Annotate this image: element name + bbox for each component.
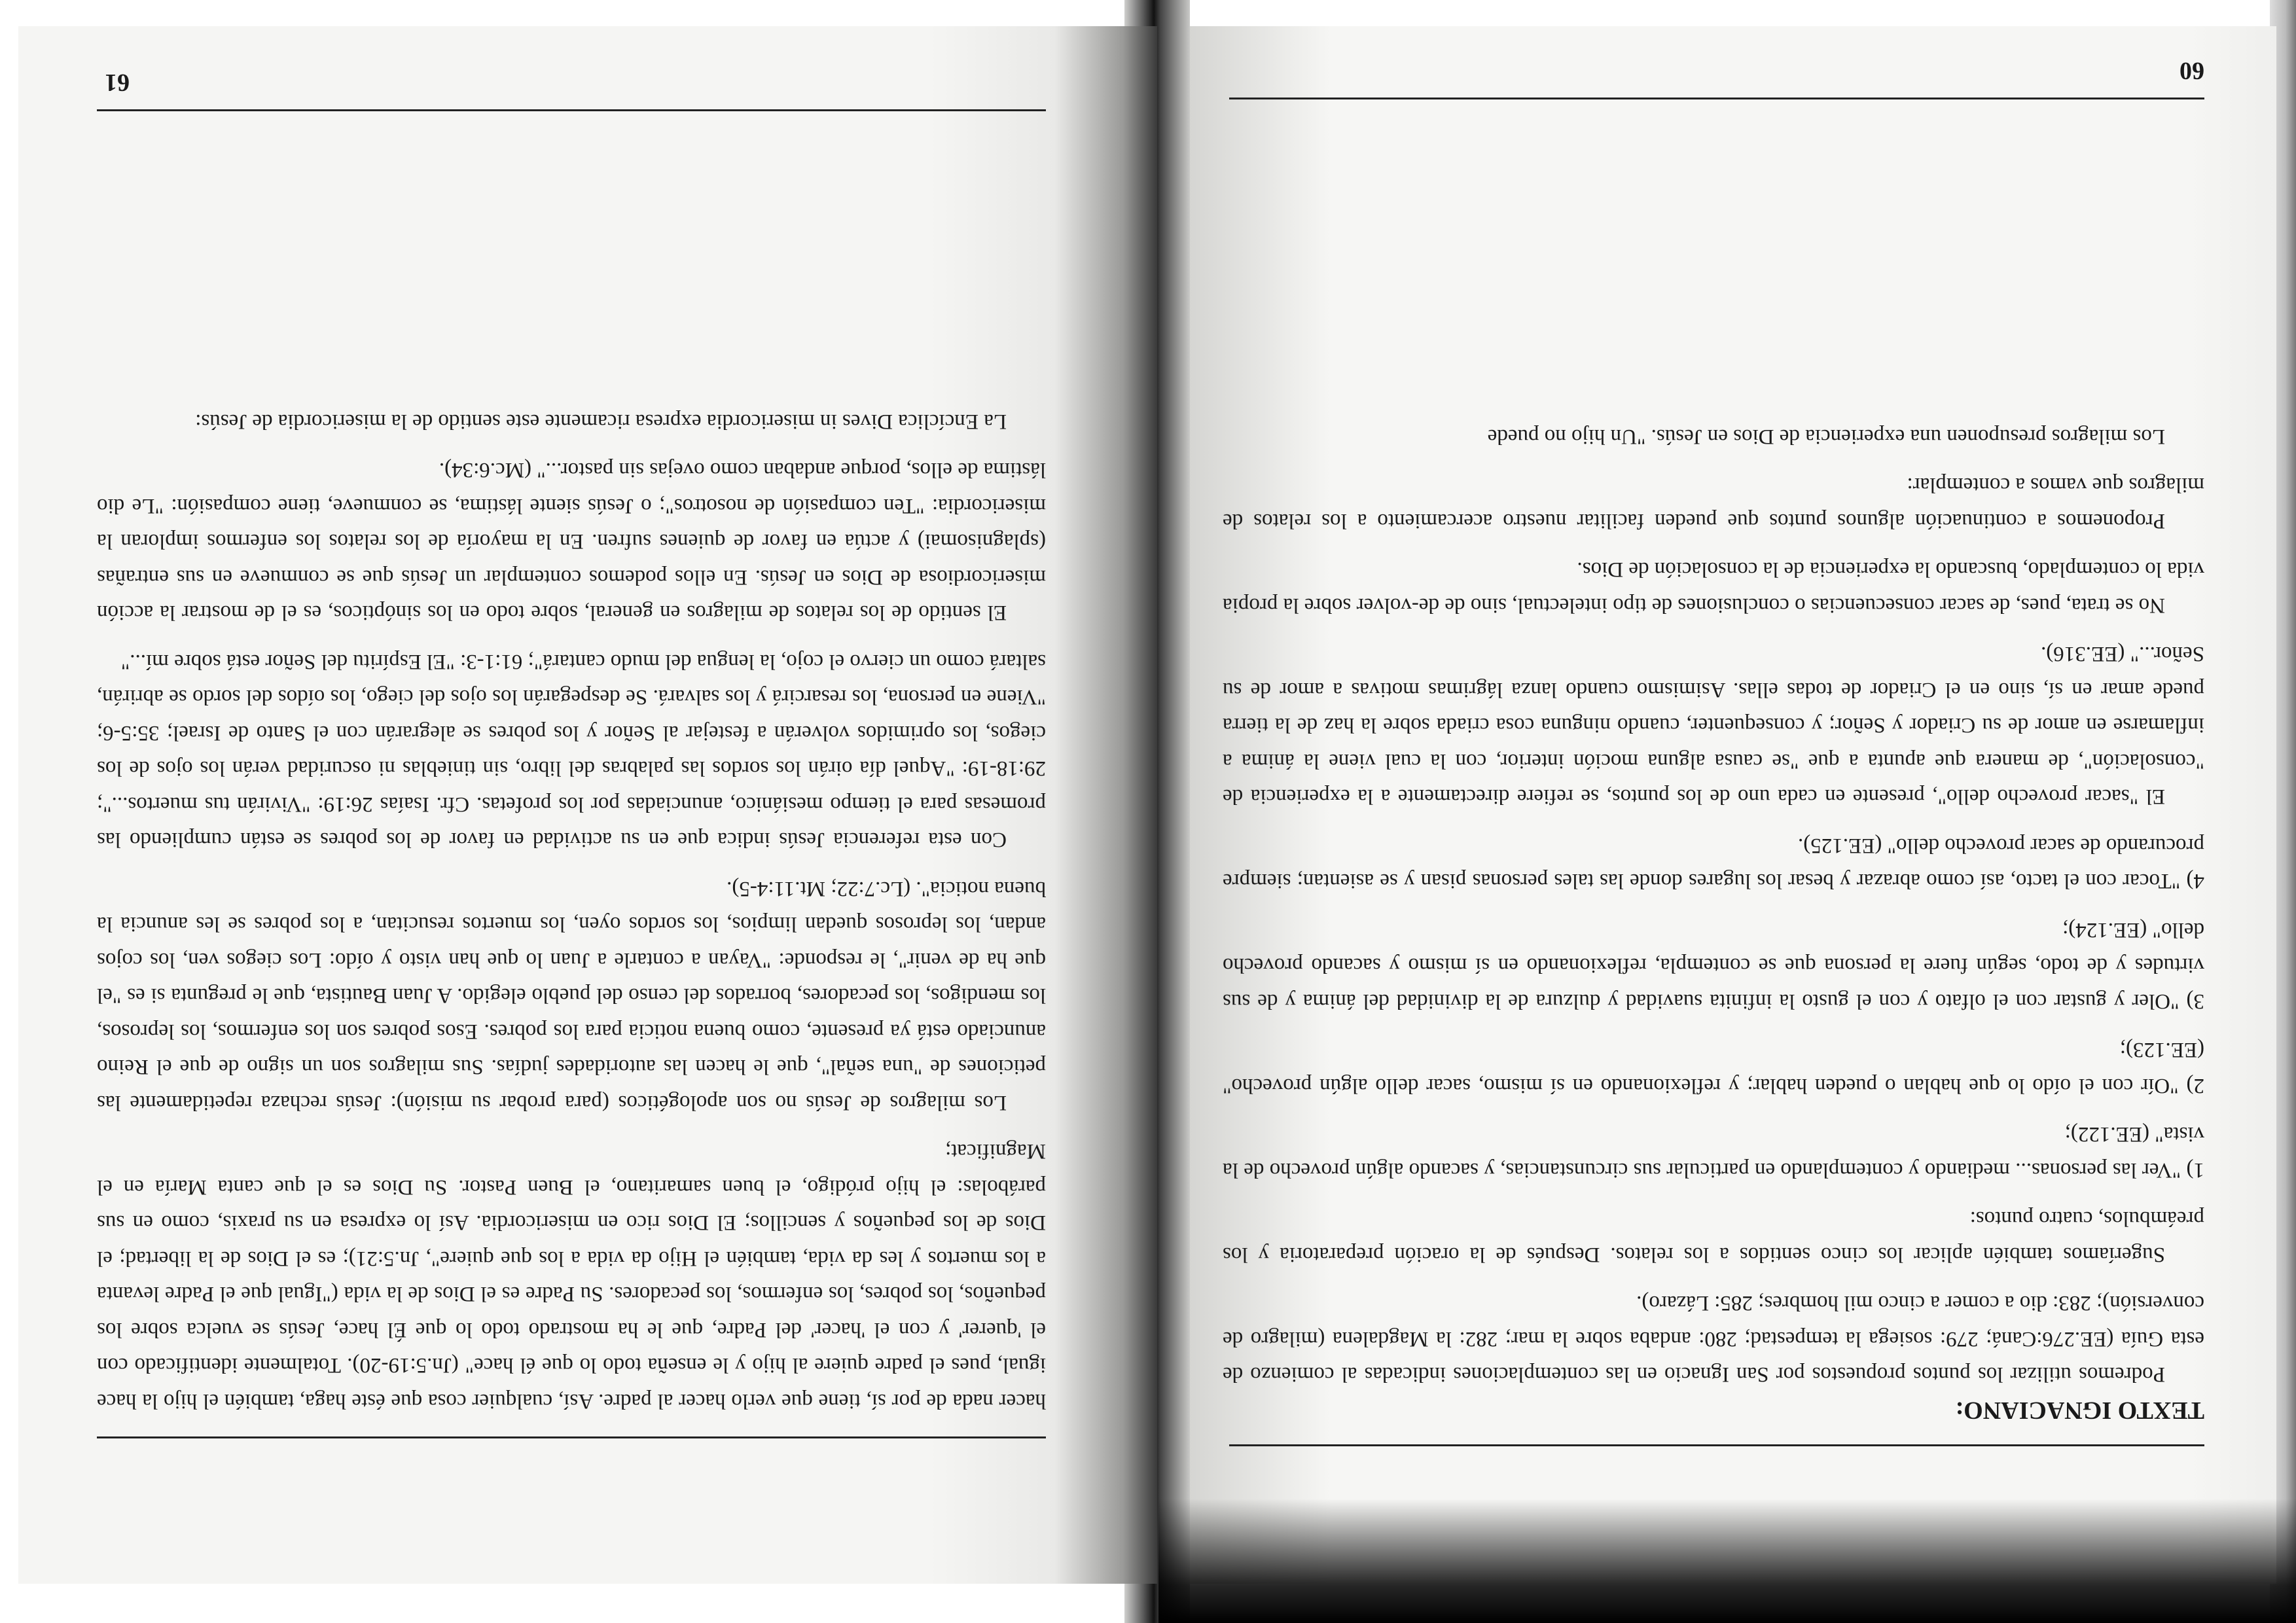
paragraph: Podremos utilizar los puntos propuestos por San Ignacio en las contemplaciones indicadas al comienzo de esta Guía (EE.276:Caná; 279: sosiega la tempestad; 280: andaba sobre la mar; 282: la Magdalena (milagro de conversión); 283: dio a comer a cinco mil hombres; 285: Lázaro). (1223, 1291, 2204, 1387)
paragraph: hacer nada de por sí, tiene que verlo hacer al padre. Así, cualquier cosa que éste haga, también el hijo la hace igual, pues el padre quiere al hijo y le enseña todo lo que él hace" (Jn.5:19-20). Totalmente identificado con el 'querer' y con el 'hacer' del Padre, que le ha mostrado todo lo que Él hace, Jesús se vuelca sobre los pequeños, los pobres, los enfermos, los pecadores. Su Padre es el Dios de la vida ("Igual que el Padre levanta a los muertos y les da vida, también el Hijo da vida a los que quiere", Jn.5:21); es el Dios de la libertad; el Dios de los pequeños y sencillos; El Dios rico en misericordia. Así lo expresa en su praxis, como en sus parábolas: el hijo pródigo, el buen samaritano, el Buen Pastor. Su Dios es el que canta María en el Magnificat; (97, 1139, 1046, 1413)
list-item: 4) "Tocar con el tacto, así como abrazar y besar los lugares donde las tales personas pisan y se asientan; siempre procurando de sacar provecho dello" (EE.125). (1223, 834, 2204, 893)
page-61-body (97, 404, 1046, 1419)
paragraph: Proponemos a continuación algunos puntos que pueden facilitar nuestro acercamiento a los relatos de milagros que vamos a contemplar: (1223, 473, 2204, 533)
paragraph: Los milagros presuponen una experiencia de Dios en Jesús. "Un hijo no puede (1487, 425, 2165, 448)
list-item: 2) "Oír con el oído lo que hablan o pueden hablar; y reflexionando en sí mismo, sacar dello algún provecho" (EE.123); (1223, 1038, 2204, 1097)
paragraph: Los milagros de Jesús no son apologéticos (para probar su misión): Jesús rechaza repetidamente las peticiones de "una señal", que le hacen las autoridades judías. Sus milagros son un signo de que el Reino anunciado está ya presente, como buena noticia para los pobres. Esos pobres son los enfermos, los leprosos, los mendigos, los pecadores, borrados del censo del pueblo elegido. A Juan Bautista, que le pregunta si es "el que ha de venir", le responde: "Vayan a contarle a Juan lo que han visto y oído: Los ciegos ven, los cojos andan, los leprosos quedan limpios, los sordos oyen, los muertos resucitan, a los pobres se les anuncia la buena noticia". (Lc.7:22; Mt.11:4-5). (97, 877, 1046, 1115)
scan-shadow (1158, 1499, 2296, 1623)
paragraph: Con esta referencia Jesús indica que en su actividad en favor de los pobres se están cumpliendo las promesas para el tiempo mesiánico, anunciadas por los profetas. Cfr. Isaías 26:19: "Vivirán tus muertos..."; 29:18-19: "Aquel día oirán los sordos las palabras del libro, sin tinieblas ni oscuridad verán los ojos de los ciegos, los oprimidos volverán a festejar al Señor y los pobres se alegrarán con el Santo de Israel; 35:5-6; "Viene en persona, los resarcirá y los salvará. Se despegarán los ojos del ciego, los oídos del sordo se abrirán, saltará como un ciervo el cojo, la lengua del mudo cantará"; 61:1-3: "El Espíritu del Señor está sobre mí..." (97, 650, 1046, 852)
list-item: 3) "Oler y gustar con el olfato y con el gusto la infinita suavidad y dulzura de la divinidad del ánima y de sus virtudes y de todo, según fuere la persona que se contempla, reflexionando en sí mismo y sacando provecho dello" (EE.124); (1223, 918, 2204, 1013)
paragraph: La Encíclica Dives in misericordia expresa ricamente este sentido de la misericordia de Jesús: (195, 410, 1007, 433)
page-number: 60 (2179, 57, 2204, 84)
page-60 (1164, 26, 2276, 1584)
list-item: 1) "Ver las personas... mediando y contemplando en particular sus circunstancias, y sacando algún provecho de la vista" (EE.122); (1223, 1122, 2204, 1182)
bottom-rule (1229, 98, 2204, 99)
page-number: 61 (105, 69, 130, 96)
paragraph: No se trata, pues, de sacar consecuencias o conclusiones de tipo intelectual, sino de de-volver sobre la propia vida lo contemplado, buscando la experiencia de la consolación de Dios. (1223, 558, 2204, 617)
paragraph: El "sacar provecho dello", presente en cada uno de los puntos, se refiere directamente a la experiencia de "consolación", de manera que apunta a que "se causa alguna moción interior, con la cual viene la ánima a inflamarse en amor de su Criador y Señor; y consequenter, cuando ninguna cosa criada sobre la haz de la tierra puede amar en sí, sino en el Criador de todas ellas. Asimismo cuando lanza lágrimas motivas a amor de su Señor..." (EE.316). (1223, 642, 2204, 809)
section-heading: TEXTO IGNACIANO: (1955, 1397, 2204, 1424)
top-rule (1229, 1444, 2204, 1446)
bottom-rule (97, 109, 1046, 111)
paragraph: El sentido de los relatos de milagros en general, sobre todo en los sinópticos, es el de mostrar la acción misericordiosa de Dios en Jesús. En ellos podemos contemplar un Jesús que se conmueve en sus entrañas (splagnisomai) y actúa en favor de quienes sufren. En la mayoría de los relatos los enfermos imploran la misericordia: "Ten compasión de nosotros"; o Jesús siente lástima, se conmueve, tiene compasión: "Le dio lástima de ellos, porque andaban como ovejas sin pastor..." (Mc.6:34). (97, 458, 1046, 625)
top-rule (97, 1436, 1046, 1438)
paragraph: Sugeríamos también aplicar los cinco sentidos a los relatos. Después de la oración preparatoria y los preámbulos, cuatro puntos: (1223, 1207, 2204, 1266)
page-61 (18, 26, 1157, 1584)
page-60-body (1223, 419, 2204, 1429)
